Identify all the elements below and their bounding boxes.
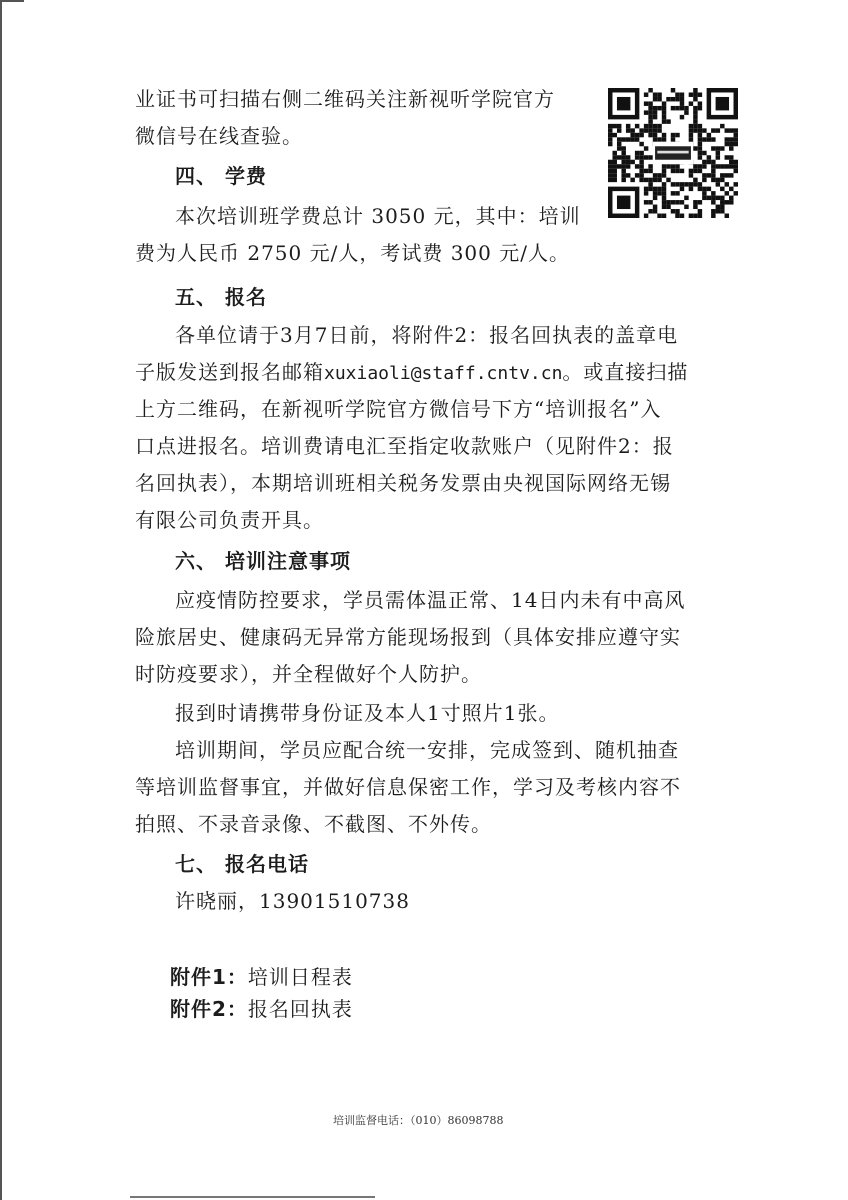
intro-line-1: 业证书可扫描右侧二维码关注新视听学院官方: [135, 87, 555, 111]
section5-line-2-post: 。或直接扫描: [562, 360, 689, 384]
scan-edge-bottom: [130, 1196, 375, 1198]
footer-supervision-phone: 培训监督电话：（010）86098788: [333, 1114, 504, 1127]
section6-line-4: 报到时请携带身份证及本人1寸照片1张。: [175, 701, 560, 725]
section6-line-1: 应疫情防控要求，学员需体温正常、14日内未有中高风: [175, 588, 686, 612]
section4-line-2: 费为人民币 2750 元/人，考试费 300 元/人。: [135, 241, 570, 265]
attachment-1-label: 附件1：: [170, 965, 248, 989]
email-address[interactable]: xuxiaoli@staff.cntv.cn: [324, 363, 563, 384]
section6-line-3: 时防疫要求），并全程做好个人防护。: [135, 662, 482, 686]
section5-line-3: 上方二维码，在新视听学院官方微信号下方“培训报名”入: [135, 397, 662, 421]
section5-line-2-pre: 子版发送到报名邮箱: [135, 360, 324, 384]
section5-line-4: 口点进报名。培训费请电汇至指定收款账户（见附件2：报: [135, 434, 674, 458]
qr-code-icon[interactable]: [608, 88, 738, 218]
attachment-2-label: 附件2：: [170, 997, 248, 1021]
section6-line-2: 险旅居史、健康码无异常方能现场报到（具体安排应遵守实: [135, 625, 681, 649]
section4-line-1: 本次培训班学费总计 3050 元，其中：培训: [175, 204, 581, 228]
section5-line-1: 各单位请于3月7日前，将附件2：报名回执表的盖章电: [175, 323, 679, 347]
scan-edge-top: [0, 0, 24, 2]
section4-heading: 四、 学费: [175, 164, 267, 188]
section6-line-6: 等培训监督事宜，并做好信息保密工作，学习及考核内容不: [135, 775, 681, 799]
attachment-1-title: 培训日程表: [247, 965, 353, 989]
intro-line-2: 微信号在线查验。: [135, 124, 303, 148]
contact-line: 许晓丽，13901510738: [175, 889, 410, 913]
section7-heading: 七、 报名电话: [175, 852, 309, 876]
attachment-1: [170, 961, 353, 993]
scan-edge-left: [0, 0, 2, 1200]
section5-line-2: [135, 356, 688, 390]
section6-line-7: 拍照、不录音录像、不截图、不外传。: [135, 812, 492, 836]
section5-line-5: 名回执表），本期培训班相关税务发票由央视国际网络无锡: [135, 471, 671, 495]
section6-heading: 六、 培训注意事项: [175, 549, 351, 573]
attachment-2-title: 报名回执表: [247, 997, 353, 1021]
attachment-2: [170, 993, 353, 1025]
section6-line-5: 培训期间，学员应配合统一安排，完成签到、随机抽查: [175, 738, 679, 762]
section5-line-6: 有限公司负责开具。: [135, 508, 324, 532]
section5-heading: 五、 报名: [175, 285, 267, 309]
